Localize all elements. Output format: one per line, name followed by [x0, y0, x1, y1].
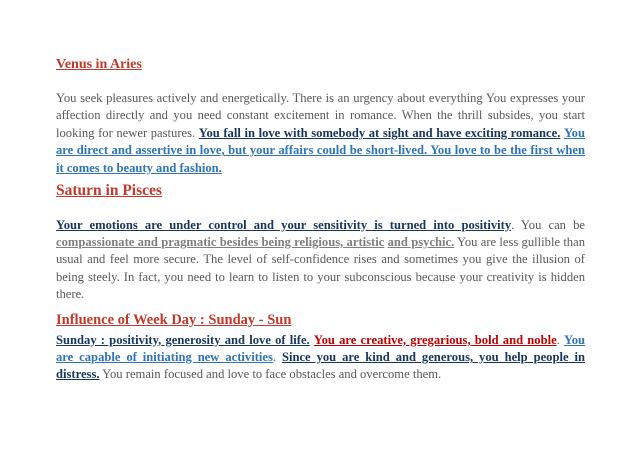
section-paragraph	[56, 90, 585, 177]
text-run: You seek pleasures actively and energetically. There is an urgency about everything You expresses your affection directly and you need constant excitement in romance. When the thrill subsides, you start looking for newer pastures.	[56, 91, 585, 140]
text-run: .	[272, 349, 282, 364]
section-venus-in-aries	[56, 58, 585, 177]
text-run-emphasis: You are capable of initiating new activities	[56, 332, 586, 364]
text-run: .	[556, 332, 565, 347]
text-run-emphasis: compassionate and pragmatic besides being religious, artistic	[56, 234, 385, 249]
section-heading: Saturn in Pisces	[56, 182, 162, 199]
text-run: You are less gullible than usual and feel more secure. The level of self-confidence rises and sometimes you give the illusion of being steely. In fact, you need to learn to listen to your subconscious because your creativity is hidden there.	[56, 234, 585, 302]
section-paragraph	[56, 332, 585, 384]
text-run-emphasis: Your emotions are under control and your sensitivity is turned into positivity	[56, 217, 512, 232]
text-run-emphasis: and psychic.	[387, 234, 455, 249]
text-run-emphasis: Sunday : positivity, generosity and love of life.	[56, 332, 310, 347]
text-run-emphasis: Since you are kind and generous, you help people in distress.	[56, 349, 585, 382]
section-paragraph	[56, 217, 585, 304]
text-run: . You can be	[511, 217, 585, 232]
text-run-emphasis: You are direct and assertive in love, but your affairs could be short-lived. You love to be the first when it comes to beauty and fashion.	[56, 125, 585, 175]
section-week-day-influence	[56, 313, 585, 384]
text-run-emphasis: You are creative, gregarious, bold and noble	[313, 332, 557, 347]
text-run-emphasis: You fall in love with somebody at sight and have exciting romance.	[198, 125, 561, 140]
section-heading: Venus in Aries	[56, 57, 142, 72]
section-heading: Influence of Week Day : Sunday - Sun	[56, 312, 292, 328]
text-run: You remain focused and love to face obstacles and overcome them.	[99, 367, 442, 382]
section-saturn-in-pisces	[56, 183, 585, 304]
